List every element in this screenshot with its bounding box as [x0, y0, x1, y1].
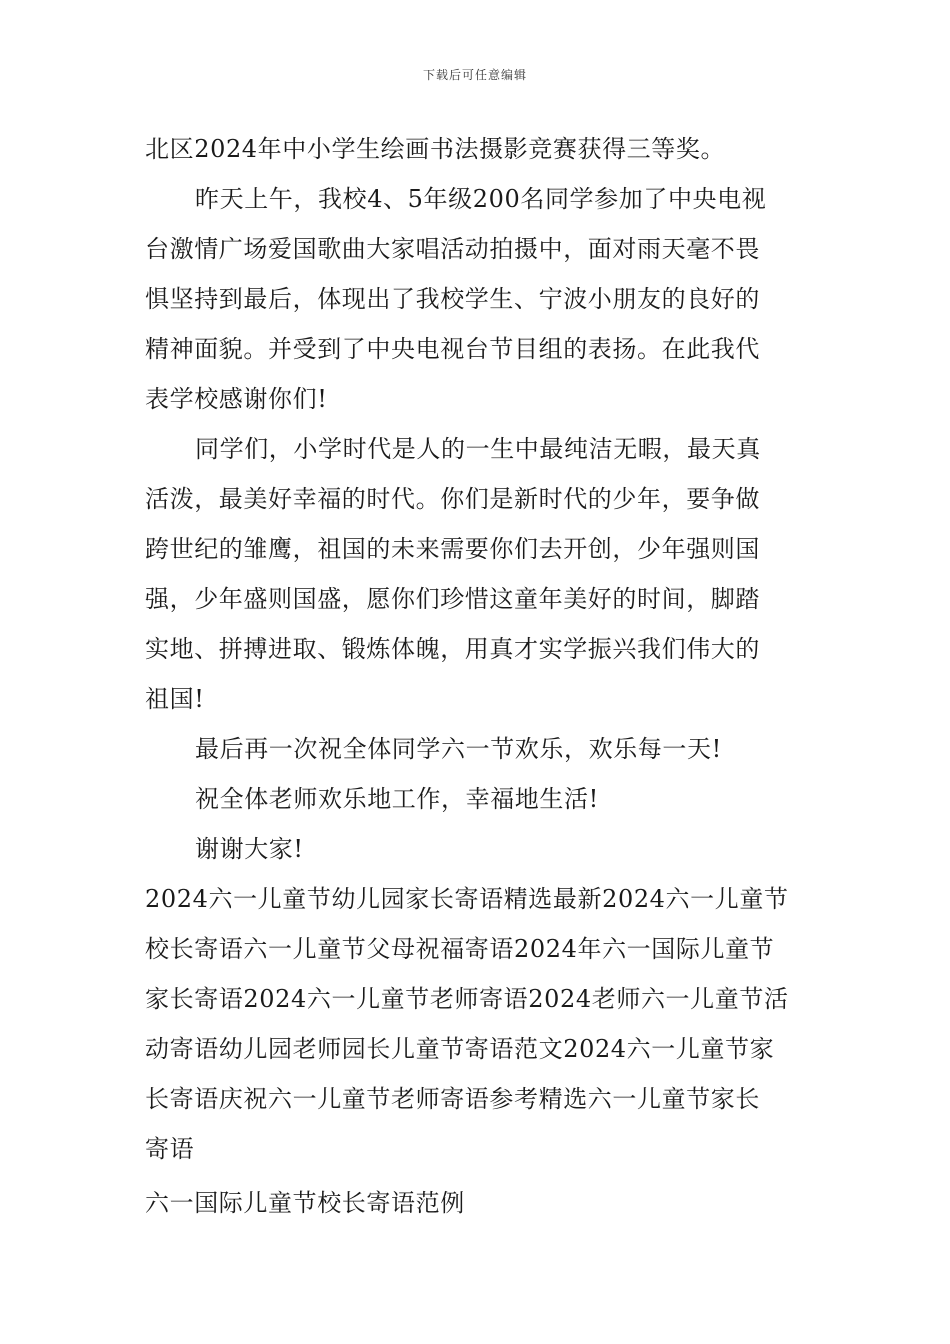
- section-title: 六一国际儿童节校长寄语范例: [145, 1189, 465, 1217]
- related-links-line: 动寄语幼儿园老师园长儿童节寄语范文2024六一儿童节家: [145, 1035, 775, 1063]
- paragraph-line: 同学们，小学时代是人的一生中最纯洁无暇，最天真: [195, 435, 761, 463]
- related-links-line: 寄语: [145, 1135, 195, 1163]
- paragraph-line: 最后再一次祝全体同学六一节欢乐，欢乐每一天!: [195, 735, 722, 763]
- text-line: 台激情广场爱国歌曲大家唱活动拍摄中，面对雨天毫不畏: [145, 235, 760, 263]
- text-line: 精神面貌。并受到了中央电视台节目组的表扬。在此我代: [145, 335, 760, 363]
- paragraph-line: 昨天上午，我校4、5年级200名同学参加了中央电视: [195, 185, 767, 213]
- text-line: 北区2024年中小学生绘画书法摄影竞赛获得三等奖。: [145, 135, 726, 163]
- document-body: [145, 124, 807, 1228]
- text-line: 表学校感谢你们!: [145, 385, 328, 413]
- text-line: 活泼，最美好幸福的时代。你们是新时代的少年，要争做: [145, 485, 760, 513]
- text-line: 实地、拼搏进取、锻炼体魄，用真才实学振兴我们伟大的: [145, 635, 760, 663]
- text-line: 祖国!: [145, 685, 205, 713]
- page-header-note: 下载后可任意编辑: [422, 68, 527, 82]
- paragraph-line: 谢谢大家!: [195, 835, 304, 863]
- related-links-line: 家长寄语2024六一儿童节老师寄语2024老师六一儿童节活: [145, 985, 789, 1013]
- related-links-line: 校长寄语六一儿童节父母祝福寄语2024年六一国际儿童节: [145, 935, 775, 963]
- paragraph-line: 祝全体老师欢乐地工作，幸福地生活!: [195, 785, 599, 813]
- text-line: 惧坚持到最后，体现出了我校学生、宁波小朋友的良好的: [145, 285, 760, 313]
- related-links-line: 2024六一儿童节幼儿园家长寄语精选最新2024六一儿童节: [145, 885, 789, 913]
- text-line: 强，少年盛则国盛，愿你们珍惜这童年美好的时间，脚踏: [145, 585, 760, 613]
- text-line: 跨世纪的雏鹰，祖国的未来需要你们去开创，少年强则国: [145, 535, 760, 563]
- related-links-line: 长寄语庆祝六一儿童节老师寄语参考精选六一儿童节家长: [145, 1085, 760, 1113]
